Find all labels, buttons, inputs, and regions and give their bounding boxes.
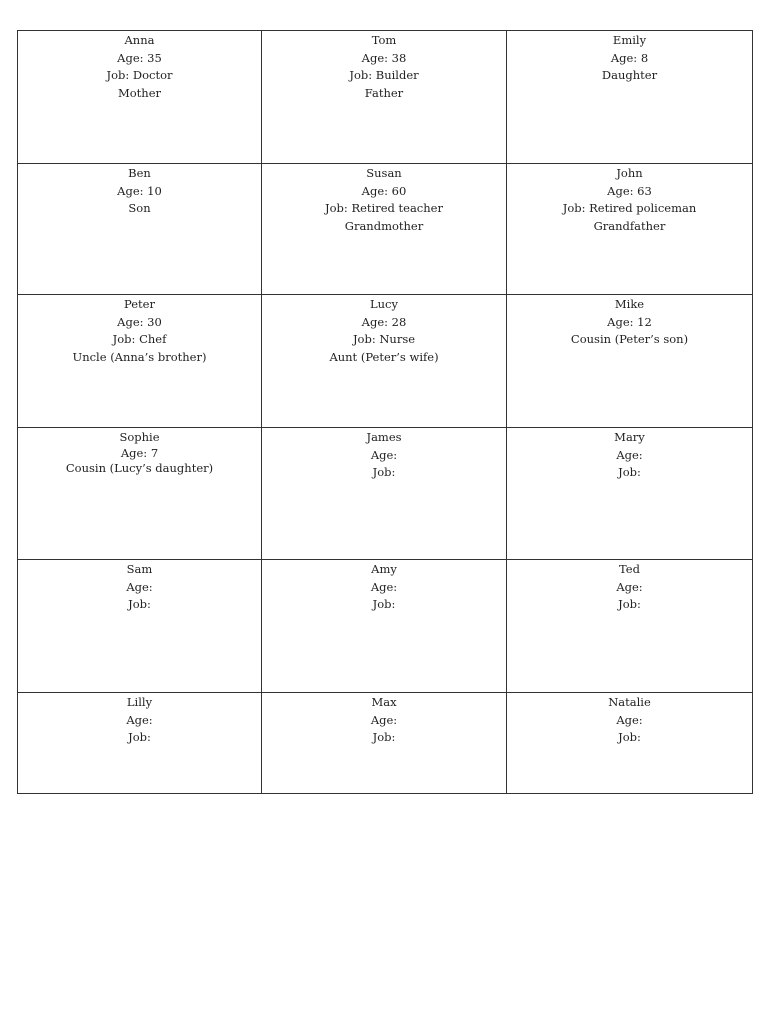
card-job: Job:: [128, 730, 151, 744]
card-cell: [507, 428, 753, 560]
card-role: Grandmother: [344, 218, 424, 233]
card-name: Sam: [126, 562, 153, 576]
card-cell: [18, 295, 262, 428]
card-age: Age: 12: [607, 314, 652, 329]
card-name: John: [616, 166, 643, 180]
card-cell: [262, 31, 507, 164]
card-job: Job: Nurse: [352, 332, 416, 346]
card-name: Susan: [366, 166, 402, 180]
card-job: Job:: [372, 597, 396, 611]
card-role: Mother: [117, 85, 162, 100]
card-cell: [507, 164, 753, 295]
card-name: Tom: [371, 33, 397, 47]
card-name: Lilly: [126, 695, 153, 709]
card-name: Ben: [128, 166, 151, 180]
card-age: Age: 7: [120, 445, 159, 460]
card-name: Mary: [614, 430, 645, 444]
card-name: Lucy: [370, 297, 398, 311]
card-job: Son: [128, 201, 151, 215]
card-age: Age:: [616, 579, 643, 594]
card-cell: [262, 560, 507, 693]
card-cell: [18, 560, 262, 693]
card-cell: [18, 428, 262, 560]
card-name: Peter: [124, 297, 155, 311]
table-row: [18, 31, 753, 164]
family-cards-table: [17, 30, 753, 794]
card-age: Age: 8: [610, 50, 649, 65]
card-name: Max: [371, 695, 397, 709]
card-name: James: [366, 430, 402, 444]
card-age: Age:: [616, 712, 643, 727]
card-role: Father: [364, 85, 404, 100]
card-age: Age:: [126, 579, 153, 594]
card-job: Job:: [618, 730, 641, 744]
table-row: [18, 295, 753, 428]
card-name: Ted: [619, 562, 640, 576]
card-name: Mike: [614, 297, 645, 311]
card-name: Natalie: [608, 695, 651, 709]
card-age: Age: 60: [361, 183, 407, 198]
card-age: Age: 28: [361, 314, 407, 329]
table-row: [18, 428, 753, 560]
card-name: Emily: [612, 33, 647, 47]
card-job: Job: Chef: [112, 332, 167, 346]
card-age: Age:: [126, 712, 153, 727]
card-cell: [507, 560, 753, 693]
card-age: Age:: [370, 712, 398, 727]
card-job: Job: Retired teacher: [325, 201, 443, 215]
card-age: Age: 30: [117, 314, 162, 329]
card-cell: [507, 295, 753, 428]
card-role: Grandfather: [593, 218, 666, 233]
card-age: Age:: [370, 579, 398, 594]
card-age: Age: 38: [361, 50, 407, 65]
card-cell: [262, 295, 507, 428]
card-cell: [262, 164, 507, 295]
card-age: Age:: [370, 447, 398, 462]
card-name: Amy: [371, 562, 397, 576]
card-job: Job:: [618, 465, 641, 479]
card-cell: [262, 693, 507, 794]
card-age: Age: 35: [117, 50, 162, 65]
card-job: Job: Retired policeman: [562, 201, 697, 215]
card-cell: [507, 693, 753, 794]
table-row: [18, 164, 753, 295]
table-row: [18, 693, 753, 794]
card-role: Aunt (Peter’s wife): [329, 349, 439, 364]
card-cell: [18, 164, 262, 295]
card-name: Sophie: [119, 430, 160, 444]
card-job: Job: Builder: [349, 68, 419, 82]
card-age: Age: 63: [607, 183, 652, 198]
card-job: Job:: [618, 597, 641, 611]
card-job: Job: Doctor: [106, 68, 173, 82]
card-job: Job:: [372, 465, 396, 479]
card-job: Job:: [128, 597, 151, 611]
card-cell: [262, 428, 507, 560]
card-cell: [18, 693, 262, 794]
card-cell: [18, 31, 262, 164]
card-job: Cousin (Peter’s son): [570, 332, 689, 346]
card-name: Anna: [124, 33, 155, 47]
card-job: Cousin (Lucy’s daughter): [65, 460, 214, 475]
card-job: Job:: [372, 730, 396, 744]
card-age: Age:: [616, 447, 643, 462]
card-age: Age: 10: [117, 183, 162, 198]
table-row: [18, 560, 753, 693]
card-job: Daughter: [601, 68, 658, 82]
card-cell: [507, 31, 753, 164]
card-role: Uncle (Anna’s brother): [72, 349, 207, 364]
